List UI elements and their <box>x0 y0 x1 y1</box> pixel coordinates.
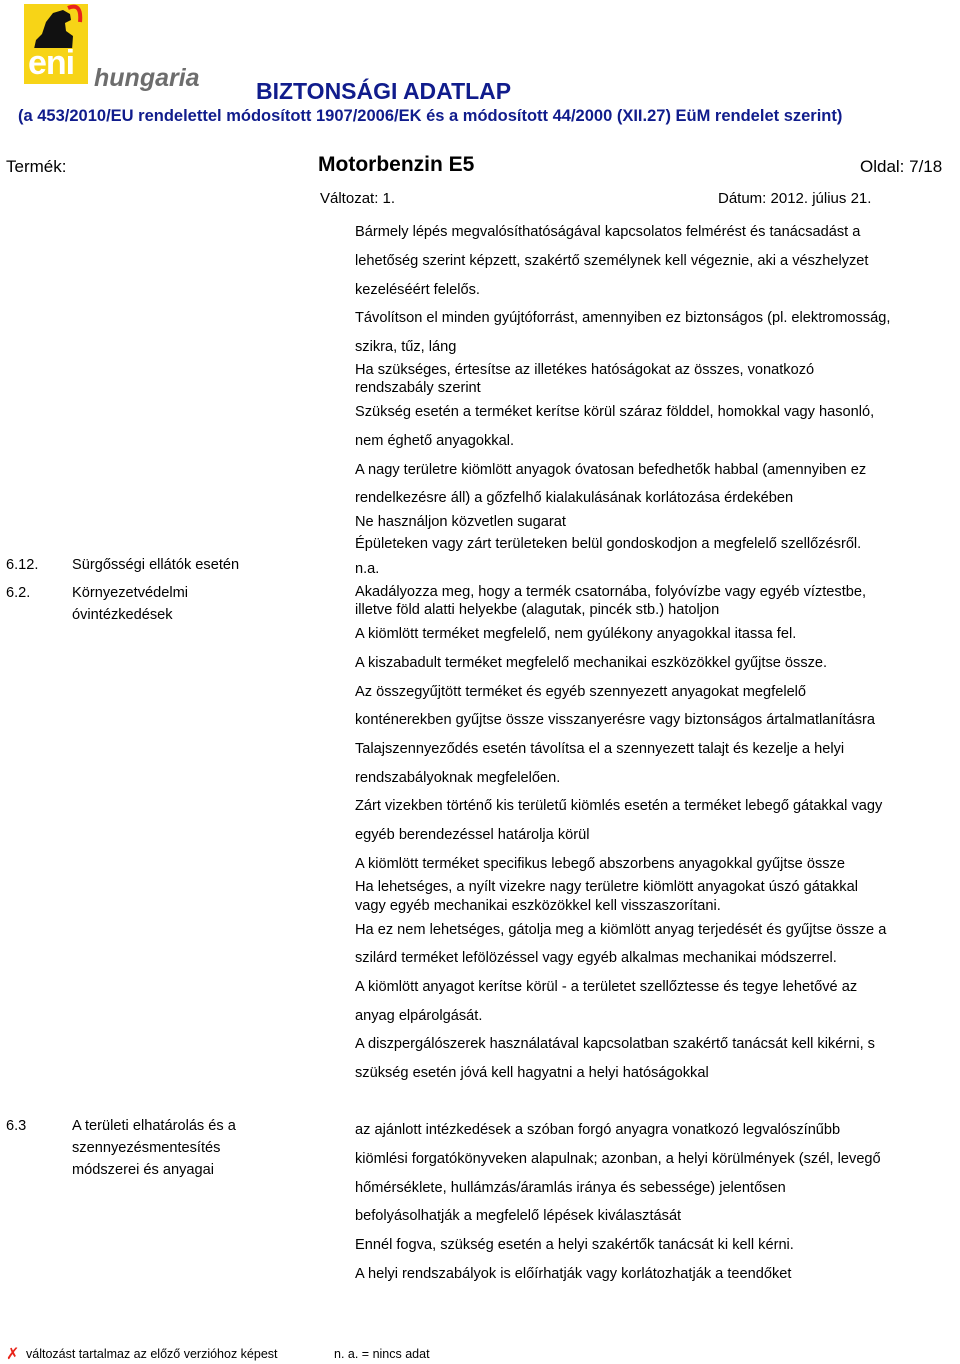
intro-line: rendelkezésre áll) a gőzfelhő kialakulásának korlátozása érdekében <box>355 490 794 506</box>
section-title: óvintézkedések <box>72 607 173 623</box>
logo-country-text: hungaria <box>94 64 200 92</box>
intro-line: Ha szükséges, értesítse az illetékes hatóságokat az összes, vonatkozó <box>355 362 815 378</box>
section-line: anyag elpárolgását. <box>355 1008 483 1024</box>
section-title: módszerei és anyagai <box>72 1162 214 1178</box>
intro-line: kezeléséért felelős. <box>355 282 480 298</box>
section-line: A helyi rendszabályok is előírhatják vagy korlátozhatják a teendőket <box>355 1266 792 1282</box>
document-subtitle: (a 453/2010/EU rendelettel módosított 1907/2006/EK és a módosított 44/2000 (XII.27) EüM rendelet szerint) <box>18 107 843 125</box>
footer-na-note: n. a. = nincs adat <box>334 1347 430 1361</box>
change-mark-icon: ✗ <box>6 1346 20 1363</box>
date-label: Dátum: 2012. július 21. <box>718 190 872 207</box>
section-line: A kiömlött terméket megfelelő, nem gyúlékony anyagokkal itassa fel. <box>355 626 797 642</box>
section-line: A diszpergálószerek használatával kapcsolatban szakértő tanácsát kell kikérni, s <box>355 1036 875 1052</box>
section-line: konténerekben gyűjtse össze visszanyerésre vagy biztonságos ártalmatlanításra <box>355 712 875 728</box>
section-line: szükség esetén jóvá kell hagyatni a helyi hatóságokkal <box>355 1065 709 1081</box>
product-name: Motorbenzin E5 <box>318 153 475 176</box>
intro-line: Távolítson el minden gyújtóforrást, amennyiben ez biztonságos (pl. elektromosság, <box>355 310 891 326</box>
footer-change-note: változást tartalmaz az előző verzióhoz képest <box>26 1347 278 1361</box>
section-line: A kiömlött terméket specifikus lebegő abszorbens anyagokkal gyűjtse össze <box>355 856 845 872</box>
intro-line: rendszabály szerint <box>355 380 481 396</box>
section-line: Ha ez nem lehetséges, gátolja meg a kiömlött anyag terjedését és gyűjtse össze a <box>355 922 887 938</box>
intro-line: Szükség esetén a terméket kerítse körül száraz földdel, homokkal vagy hasonló, <box>355 404 875 420</box>
section-line: Ennél fogva, szükség esetén a helyi szakértők tanácsát ki kell kérni. <box>355 1237 794 1253</box>
product-label: Termék: <box>6 157 67 176</box>
section-line: illetve föld alatti helyekbe (alagutak, pincék stb.) hatoljon <box>355 602 720 618</box>
section-line: Ha lehetséges, a nyílt vizekre nagy területre kiömlött anyagokat úszó gátakkal <box>355 879 858 895</box>
intro-line: lehetőség szerint képzett, szakértő személynek kell végeznie, aki a vészhelyzet <box>355 253 869 269</box>
section-line: kiömlési forgatókönyveken alapulnak; azonban, a helyi körülmények (szél, levegő <box>355 1151 881 1167</box>
section-number: 6.2. <box>6 585 31 601</box>
section-number: 6.3 <box>6 1118 27 1134</box>
section-line: Az összegyűjtött terméket és egyéb szennyezett anyagokat megfelelő <box>355 684 807 700</box>
section-line: A kiszabadult terméket megfelelő mechanikai eszközökkel gyűjtse össze. <box>355 655 828 671</box>
section-line: Zárt vizekben történő kis területű kiömlés esetén a terméket lebegő gátakkal vagy <box>355 798 883 814</box>
section-line: Talajszennyeződés esetén távolítsa el a szennyezett talajt és kezelje a helyi <box>355 741 845 757</box>
section-number: 6.12. <box>6 557 39 573</box>
section-line: hőmérséklete, hullámzás/áramlás iránya és sebessége) jelentősen <box>355 1180 786 1196</box>
section-line: Akadályozza meg, hogy a termék csatornába, folyóvízbe vagy egyéb víztestbe, <box>355 584 867 600</box>
document-title: BIZTONSÁGI ADATLAP <box>256 78 512 104</box>
section-title: Sürgősségi ellátók esetén <box>72 557 240 573</box>
intro-line: Bármely lépés megvalósíthatóságával kapcsolatos felmérést és tanácsadást a <box>355 224 861 240</box>
version-label: Változat: 1. <box>320 190 396 207</box>
intro-line: Épületeken vagy zárt területeken belül gondoskodjon a megfelelő szellőzésről. <box>355 536 862 552</box>
section-line: az ajánlott intézkedések a szóban forgó anyagra vonatkozó legvalószínűbb <box>355 1122 841 1138</box>
logo-brand-text: eni <box>28 44 75 82</box>
intro-line: szikra, tűz, láng <box>355 339 457 355</box>
intro-line: Ne használjon közvetlen sugarat <box>355 514 566 530</box>
intro-line: A nagy területre kiömlött anyagok óvatosan befedhetők habbal (amennyiben ez <box>355 462 867 478</box>
section-line: rendszabályoknak megfelelően. <box>355 770 561 786</box>
section-content: n.a. <box>355 561 380 577</box>
section-title: Környezetvédelmi <box>72 585 188 601</box>
intro-line: nem éghető anyagokkal. <box>355 433 515 449</box>
section-line: szilárd terméket lefölözéssel vagy egyéb alkalmas mechanikai módszerrel. <box>355 950 837 966</box>
page-number: Oldal: 7/18 <box>860 157 943 176</box>
section-title: A területi elhatárolás és a <box>72 1118 236 1134</box>
section-line: egyéb berendezéssel határolja körül <box>355 827 590 843</box>
section-line: befolyásolhatják a megfelelő lépések kiválasztását <box>355 1208 682 1224</box>
eni-hungaria-logo <box>22 4 212 99</box>
section-line: A kiömlött anyagot kerítse körül - a területet szellőztesse és tegye lehetővé az <box>355 979 858 995</box>
section-line: vagy egyéb mechanikai eszközökkel kell visszaszorítani. <box>355 898 721 914</box>
section-title: szennyezésmentesítés <box>72 1140 221 1156</box>
